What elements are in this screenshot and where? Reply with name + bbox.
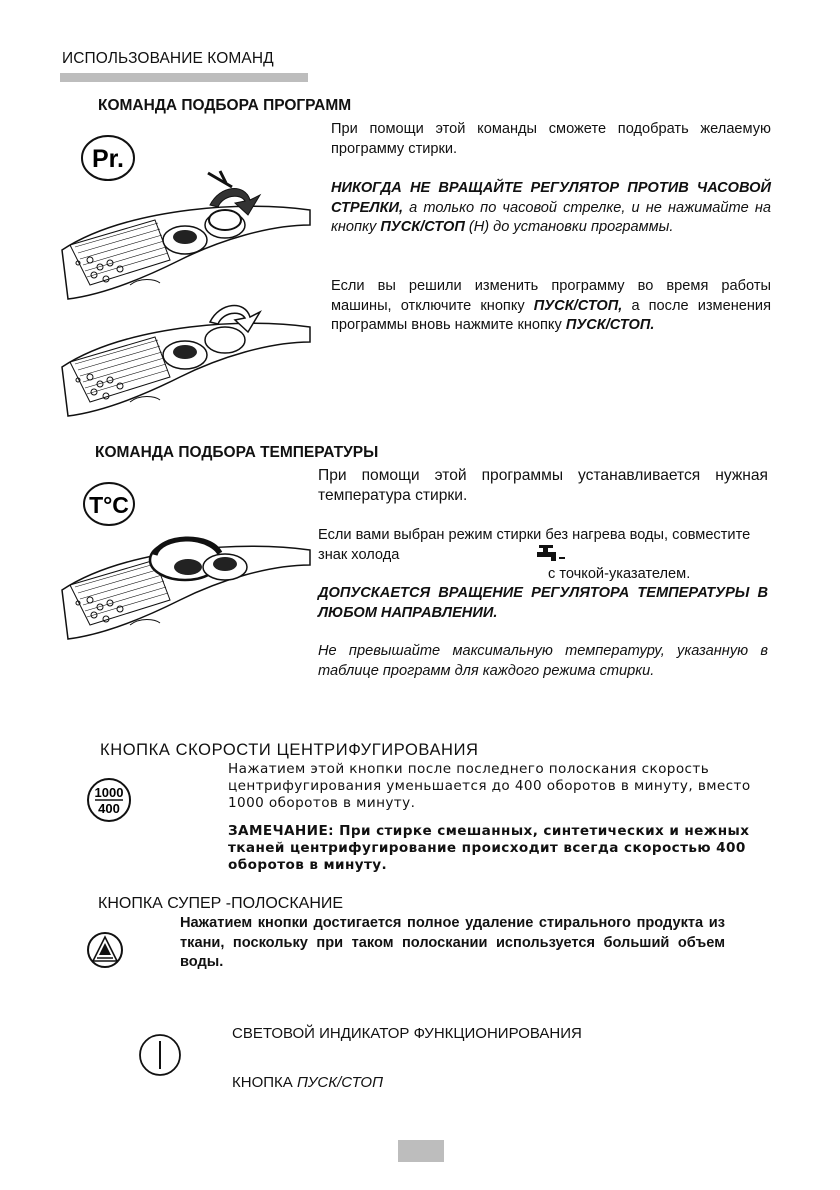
temperature-paragraph-4: Не превышайте максимальную температуру, указанную в таблице программ для каждого режима стирки.	[318, 643, 768, 679]
power-button-label	[232, 1074, 383, 1091]
program-p2-text-a: а только по часовой стрелке, и не нажимайте на кнопку	[331, 199, 771, 235]
power-indicator-label: СВЕТОВОЙ ИНДИКАТОР ФУНКЦИОНИРОВАНИЯ	[232, 1025, 582, 1042]
page-header: ИСПОЛЬЗОВАНИЕ КОМАНД	[62, 50, 274, 67]
power-icon	[138, 1033, 182, 1077]
temperature-icon-label: T°C	[89, 492, 129, 518]
program-paragraph-2	[331, 179, 771, 238]
spin-icon-top: 1000	[94, 785, 124, 800]
spin-paragraph-2	[228, 823, 778, 874]
page-number-box	[398, 1140, 444, 1162]
program-p3-text-b: а после изменения программы вновь нажмите кнопку	[331, 297, 771, 333]
super-rinse-icon	[86, 931, 124, 969]
program-p3-button-name-1: ПУСК/СТОП,	[533, 297, 623, 314]
program-warning: НИКОГДА НЕ ВРАЩАЙТЕ РЕГУЛЯТОР ПРОТИВ ЧАСОВОЙ СТРЕЛКИ,	[331, 180, 771, 216]
program-icon-label: Pr.	[92, 145, 124, 173]
program-p3-text-a: Если вы решили изменить программу во время работы машины, отключите кнопку	[331, 278, 771, 314]
program-heading: КОМАНДА ПОДБОРА ПРОГРАММ	[98, 97, 352, 114]
rinse-paragraph-1: Нажатием кнопки достигается полное удаление стирального продукта из ткани, поскольку при таком полоскании используется больший объем воды.	[180, 915, 725, 970]
header-rule	[60, 73, 308, 82]
rinse-heading: КНОПКА СУПЕР -ПОЛОСКАНИЕ	[98, 895, 344, 912]
spin-paragraph-1: Нажатием этой кнопки после последнего полоскания скорость центрифугирования уменьшается до 400 оборотов в минуту, вместо 1000 оборотов в минуту.	[228, 761, 751, 811]
temperature-p2-text-b: с точкой-указателем.	[548, 566, 691, 582]
program-p2-text-b: (H) до установки программы.	[464, 219, 674, 235]
program-dial-illustration-2	[60, 292, 312, 427]
spin-icon-bottom: 400	[98, 801, 120, 816]
spin-speed-icon	[86, 777, 132, 823]
temperature-paragraph-3: ДОПУСКАЕТСЯ ВРАЩЕНИЕ РЕГУЛЯТОРА ТЕМПЕРАТУРЫ В ЛЮБОМ НАПРАВЛЕНИИ.	[318, 585, 768, 621]
program-p2-button-name: ПУСК/СТОП	[380, 219, 465, 235]
power-button-name: ПУСК/СТОП	[296, 1074, 383, 1091]
cold-tap-icon	[535, 544, 571, 562]
temperature-heading: КОМАНДА ПОДБОРА ТЕМПЕРАТУРЫ	[95, 444, 379, 461]
program-dial-illustration-1	[60, 165, 312, 305]
spin-heading: КНОПКА СКОРОСТИ ЦЕНТРИФУГИРОВАНИЯ	[100, 741, 479, 759]
temperature-dial-illustration	[60, 515, 312, 645]
temperature-p2-text-a: Если вами выбран режим стирки без нагрева воды, совместите знак холода	[318, 527, 751, 563]
program-p3-button-name-2: ПУСК/СТОП.	[565, 317, 655, 333]
spin-note-text: : При стирке смешанных, синтетических и нежных тканей центрифугирование происходит всегда скоростью 400 оборотов в минуту.	[228, 823, 750, 873]
program-paragraph-1: При помощи этой команды сможете подобрать желаемую программу стирки.	[331, 121, 771, 157]
temperature-paragraph-1: При помощи этой программы устанавливается нужная температура стирки.	[318, 467, 768, 504]
program-paragraph-3	[331, 277, 771, 336]
power-button-prefix: КНОПКА	[232, 1074, 297, 1091]
spin-note-label: ЗАМЕЧАНИЕ	[228, 823, 329, 839]
